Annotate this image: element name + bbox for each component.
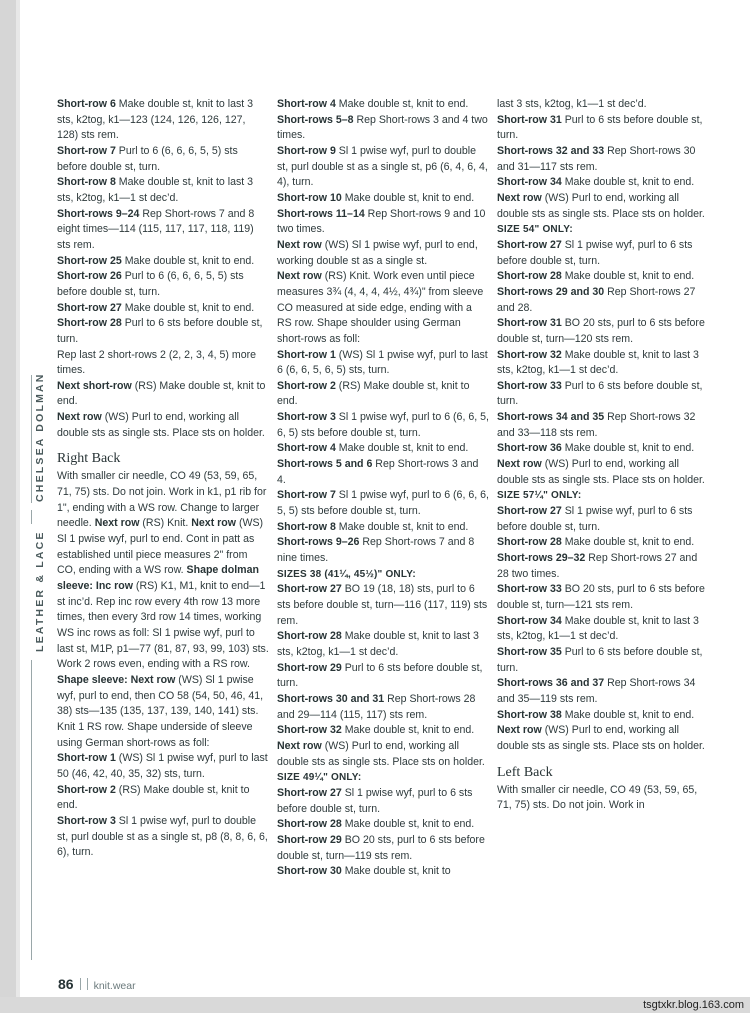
instruction-label: Next row [57, 411, 102, 424]
instruction-paragraph [277, 410, 489, 441]
instruction-text: (WS) Sl 1 pwise wyf, purl to end, working double st as a single st. [277, 238, 478, 267]
instruction-paragraph [497, 97, 711, 113]
instruction-paragraph [497, 191, 711, 222]
instruction-paragraph [277, 864, 489, 880]
instruction-paragraph [497, 551, 711, 582]
instruction-text: (RS) Knit. Work even until piece measures 3¾ (4, 4, 4, 4½, 4¾)" from sleeve CO measured at side edge, ending with a RS row. Shape shoulder using German short-rows as foll: [277, 270, 484, 345]
instruction-label: Short-row 8 [277, 520, 336, 533]
instruction-paragraph [57, 316, 269, 347]
text-column-3 [497, 97, 711, 814]
instruction-label: Short-row 4 [277, 442, 336, 455]
instruction-label: Next row [497, 724, 542, 737]
instruction-paragraph [497, 316, 711, 347]
instruction-label: Short-row 28 [57, 317, 122, 330]
instruction-label: Short-row 27 [57, 301, 122, 314]
instruction-text: (RS) K1, M1, knit to end—1 st inc’d. Rep inc row every 4th row 13 more times, then every 3rd row 14 times, working WS inc rows as foll: Sl 1 pwise wyf, purl to last st, M1P, p1—77 (81, 87, 93, 99, 103) sts. Work 2 rows even, ending with a RS row. [57, 580, 269, 671]
instruction-text: (RS) Knit. [139, 517, 192, 530]
instruction-text: Make double st, knit to last 3 sts, k2tog, k1—1 st dec’d. [497, 348, 699, 377]
size-subheading: SIZES 38 (41¼, 45½)" ONLY: [277, 568, 416, 580]
magazine-name: knit.wear [93, 980, 136, 992]
instruction-text: Rep Short-rows 34 and 35—119 sts rem. [497, 677, 696, 705]
instruction-text: (RS) Make double st, knit to end. [57, 379, 266, 408]
instruction-label: Short-rows 36 and 37 [497, 677, 605, 690]
instruction-label: Next row [497, 191, 542, 204]
instruction-paragraph [497, 144, 711, 175]
instruction-paragraph [497, 708, 711, 724]
instruction-label: Short-row 35 [497, 645, 562, 658]
instruction-text: Rep Short-rows 3 and 4. [277, 458, 479, 486]
instruction-text: Purl to 6 (6, 6, 6, 5, 5) sts before double st, turn. [57, 270, 244, 298]
instruction-label: Short-row 1 [57, 752, 116, 765]
instruction-text: Make double st, knit to [341, 865, 451, 878]
instruction-label: Short-row 34 [497, 614, 562, 627]
instruction-label: Short-rows 29–32 [497, 552, 586, 565]
instruction-text: Rep Short-rows 7 and 8 nine times. [277, 536, 475, 565]
instruction-label: Short-row 10 [277, 191, 342, 204]
instruction-label: Short-row 31 [497, 317, 562, 330]
instruction-text: (RS) Make double st, knit to end. [277, 379, 470, 408]
instruction-text: BO 19 (18, 18) sts, purl to 6 sts before double st, turn—116 (117, 119) sts rem. [277, 583, 488, 627]
instruction-text: Make double st, knit to last 3 sts, k2tog, k1—123 (124, 126, 126, 127, 128) sts rem. [57, 98, 254, 142]
instruction-text: Make double st, knit to end. [561, 176, 695, 189]
section-heading: Left Back [497, 764, 553, 780]
instruction-label: Short-row 7 [57, 144, 116, 157]
instruction-label: Shape sleeve: Next row [57, 673, 176, 686]
instruction-text: Sl 1 pwise wyf, purl to double st, purl double st as a single st, p6 (6, 4, 6, 4, 4), turn. [277, 144, 488, 189]
text-column-1 [57, 97, 269, 861]
instruction-paragraph [277, 191, 489, 207]
instruction-label: Short-row 25 [57, 254, 122, 267]
instruction-paragraph [497, 410, 711, 441]
instruction-paragraph [277, 379, 489, 410]
instruction-text: (WS) Purl to end, working all double sts as single sts. Place sts on holder. [497, 724, 705, 752]
instruction-text: Make double st, knit to end. [561, 536, 695, 549]
instruction-text: (WS) Purl to end, working all double sts as single sts. Place sts on holder. [497, 458, 705, 486]
instruction-label: Next row [277, 238, 322, 251]
instruction-text: (WS) Sl 1 pwise wyf, purl to last 50 (46, 42, 40, 35, 32) sts, turn. [57, 752, 268, 780]
instruction-paragraph [277, 457, 489, 488]
instruction-paragraph [497, 379, 711, 410]
instruction-label: Short-row 36 [497, 442, 562, 455]
instruction-label: Short-row 2 [277, 379, 336, 392]
side-label-section: LEATHER & LACE [34, 530, 46, 652]
instruction-paragraph [277, 661, 489, 692]
instruction-paragraph [277, 723, 489, 739]
instruction-label: Short-row 1 [277, 348, 336, 361]
instruction-paragraph [57, 254, 269, 270]
instruction-label: Short-rows 11–14 [277, 207, 365, 220]
instruction-text: Rep Short-rows 7 and 8 eight times—114 (115, 117, 117, 118, 119) sts rem. [57, 207, 255, 251]
instruction-text: Sl 1 pwise wyf, purl to 6 sts before double st, turn. [277, 786, 473, 815]
instruction-paragraph [497, 614, 711, 645]
instruction-label: Short-row 29 [277, 833, 342, 846]
instruction-paragraph [497, 645, 711, 676]
instruction-label: Short-row 31 [497, 113, 562, 126]
instruction-label: Short-row 3 [277, 411, 336, 424]
instruction-text: Purl to 6 sts before double st, turn. [497, 113, 703, 142]
instruction-paragraph [57, 175, 269, 206]
instruction-text: Make double st, knit to end. [341, 191, 475, 204]
instruction-label: Shape dolman sleeve: Inc row [57, 564, 259, 593]
instruction-label: Short-row 28 [277, 818, 342, 831]
instruction-label: Short-row 7 [277, 489, 336, 502]
instruction-text: Rep Short-rows 30 and 31—117 sts rem. [497, 144, 696, 173]
instruction-paragraph [277, 269, 489, 347]
instruction-text: Make double st, knit to end. [121, 254, 255, 267]
instruction-paragraph [277, 739, 489, 770]
instruction-label: Short-row 9 [277, 144, 336, 157]
instruction-paragraph [277, 692, 489, 723]
instruction-text: Make double st, knit to end. [561, 270, 695, 283]
instruction-text: Make double st, knit to last 3 sts, k2tog, k1—1 st dec’d. [277, 630, 479, 658]
instruction-paragraph [57, 783, 269, 814]
instruction-paragraph [497, 783, 711, 814]
instruction-paragraph [497, 441, 711, 457]
instruction-text: Make double st, knit to end. [121, 301, 255, 314]
instruction-paragraph [57, 814, 269, 861]
instruction-paragraph [497, 676, 711, 707]
footer-separator [80, 978, 88, 990]
section-heading: Right Back [57, 451, 121, 467]
instruction-text: (WS) Purl to end, working all double sts as single sts. Place sts on holder. [497, 191, 705, 220]
instruction-text: Purl to 6 sts before double st, turn. [277, 661, 483, 690]
page-number: 86 [58, 976, 74, 992]
instruction-label: Short-row 38 [497, 708, 562, 721]
side-rule-bottom [31, 660, 32, 960]
instruction-text: Rep Short-rows 3 and 4 two times. [277, 113, 488, 142]
instruction-text: Rep Short-rows 27 and 28. [497, 285, 696, 314]
side-label-design: CHELSEA DOLMAN [34, 372, 46, 502]
instruction-text: (WS) Sl 1 pwise wyf, purl to end. Cont in patt as established until piece measures 2" from CO, ending with a WS row. [57, 517, 264, 577]
instruction-paragraph [277, 629, 489, 660]
instruction-text: Make double st, knit to last 3 sts, k2tog, k1—1 st dec’d. [57, 176, 254, 204]
instruction-text: Sl 1 pwise wyf, purl to 6 sts before double st, turn. [497, 238, 693, 267]
instruction-paragraph [277, 833, 489, 864]
watermark-bar [0, 997, 750, 1013]
instruction-paragraph [497, 269, 711, 285]
instruction-paragraph [277, 113, 489, 144]
instruction-label: Short-row 3 [57, 814, 116, 827]
instruction-paragraph [497, 113, 711, 144]
instruction-paragraph [497, 285, 711, 316]
instruction-text: Sl 1 pwise wyf, purl to double st, purl double st as a single st, p8 (8, 8, 6, 6, 6), turn. [57, 814, 268, 859]
instruction-label: Short-row 4 [277, 98, 336, 110]
instruction-paragraph [277, 144, 489, 191]
instruction-paragraph [277, 238, 489, 269]
instruction-text: Purl to 6 sts before double st, turn. [497, 645, 703, 674]
instruction-text: (WS) Purl to end, working all double sts as single sts. Place sts on holder. [57, 411, 265, 439]
instruction-label: Short-row 33 [497, 379, 562, 392]
page-gutter-shadow [0, 0, 16, 1013]
instruction-label: Short-rows 9–26 [277, 536, 360, 549]
instruction-label: Next row [497, 458, 542, 471]
instruction-paragraph [277, 582, 489, 629]
instruction-paragraph [57, 751, 269, 782]
instruction-paragraph [57, 144, 269, 175]
page-footer [58, 976, 136, 992]
instruction-label: Short-rows 32 and 33 [497, 144, 605, 157]
instruction-label: Next row [277, 739, 322, 752]
size-subheading: SIZE 49¼" ONLY: [277, 772, 362, 784]
instruction-label: Short-row 27 [277, 786, 342, 799]
instruction-text: Rep Short-rows 32 and 33—118 sts rem. [497, 411, 696, 439]
instruction-label: Next row [191, 517, 237, 530]
instruction-paragraph [277, 535, 489, 566]
instruction-label: Short-row 30 [277, 865, 342, 878]
instruction-text: Rep Short-rows 9 and 10 two times. [277, 207, 486, 236]
instruction-paragraph [277, 520, 489, 536]
instruction-label: Short-rows 29 and 30 [497, 285, 605, 298]
instruction-label: Next short-row [57, 379, 132, 392]
instruction-paragraph [277, 348, 489, 379]
instruction-paragraph [497, 348, 711, 379]
instruction-paragraph [57, 469, 269, 751]
instruction-text: (WS) Sl 1 pwise wyf, purl to last 6 (6, 6, 5, 6, 5) sts, turn. [277, 348, 488, 377]
instruction-paragraph [57, 348, 269, 379]
instruction-paragraph [497, 238, 711, 269]
page-gutter-edge [16, 0, 20, 1013]
instruction-label: Short-row 28 [497, 270, 562, 283]
instruction-text: BO 20 sts, purl to 6 sts before double st, turn—120 sts rem. [497, 317, 705, 345]
instruction-text: Rep last 2 short-rows 2 (2, 2, 3, 4, 5) more times. [57, 348, 257, 377]
instruction-text: Make double st, knit to end. [341, 818, 475, 831]
instruction-label: Short-rows 5–8 [277, 113, 354, 126]
instruction-text: Purl to 6 sts before double st, turn. [57, 317, 263, 345]
instruction-paragraph [497, 723, 711, 754]
instruction-paragraph [57, 410, 269, 441]
instruction-label: Short-row 27 [497, 238, 562, 251]
instruction-text: Purl to 6 sts before double st, turn. [497, 379, 703, 408]
instruction-label: Short-row 28 [277, 630, 342, 643]
instruction-text: Make double st, knit to end. [335, 98, 469, 110]
instruction-text: Sl 1 pwise wyf, purl to 6 (6, 6, 6, 5, 5) sts before double st, turn. [277, 489, 489, 518]
instruction-label: Short-row 32 [277, 724, 342, 737]
instruction-paragraph [277, 207, 489, 238]
instruction-paragraph [277, 441, 489, 457]
instruction-text: With smaller cir needle, CO 49 (53, 59, 65, 71, 75) sts. Do not join. Work in k1, p1 rib for 1", ending with a WS row. Change to larger needle. [57, 470, 267, 530]
instruction-label: Short-row 32 [497, 348, 562, 361]
instruction-label: Short-row 27 [277, 583, 342, 596]
instruction-paragraph [57, 301, 269, 317]
size-subheading: SIZE 57¼" ONLY: [497, 490, 582, 502]
instruction-text: Make double st, knit to end. [561, 442, 695, 455]
instruction-label: Short-rows 5 and 6 [277, 458, 373, 471]
instruction-text: (RS) Make double st, knit to end. [57, 783, 250, 812]
instruction-text: Make double st, knit to end. [335, 442, 469, 455]
instruction-text: Rep Short-rows 27 and 28 two times. [497, 552, 698, 580]
instruction-paragraph [57, 207, 269, 254]
instruction-paragraph [497, 535, 711, 551]
instruction-text: Sl 1 pwise wyf, purl to 6 sts before double st, turn. [497, 505, 693, 533]
instruction-label: Short-rows 34 and 35 [497, 411, 605, 424]
instruction-text: Make double st, knit to last 3 sts, k2tog, k1—1 st dec’d. [497, 614, 699, 643]
instruction-label: Short-row 29 [277, 661, 342, 674]
instruction-text: last 3 sts, k2tog, k1—1 st dec’d. [497, 98, 647, 110]
instruction-text: (WS) Purl to end, working all double sts as single sts. Place sts on holder. [277, 739, 485, 768]
instruction-label: Short-row 26 [57, 270, 122, 283]
instruction-label: Short-row 27 [497, 505, 562, 518]
instruction-label: Short-row 28 [497, 536, 562, 549]
instruction-text: With smaller cir needle, CO 49 (53, 59, 65, 71, 75) sts. Do not join. Work in [497, 783, 698, 812]
instruction-label: Short-row 33 [497, 583, 562, 596]
instruction-label: Short-rows 9–24 [57, 207, 140, 220]
instruction-text: (WS) Sl 1 pwise wyf, purl to end, then CO 58 (54, 50, 46, 41, 38) sts—135 (135, 137, 139, 140, 141) sts. Knit 1 RS row. Shape underside of sleeve using German short-rows as foll: [57, 673, 264, 749]
instruction-text: Rep Short-rows 28 and 29—114 (115, 117) sts rem. [277, 692, 476, 721]
instruction-paragraph [277, 97, 489, 113]
text-column-2 [277, 97, 489, 880]
instruction-paragraph [57, 379, 269, 410]
side-rule-middle [31, 510, 32, 524]
instruction-paragraph [277, 786, 489, 817]
instruction-paragraph [497, 582, 711, 613]
instruction-text: BO 20 sts, purl to 6 sts before double st, turn—121 sts rem. [497, 583, 705, 611]
instruction-label: Next row [94, 517, 140, 530]
instruction-text: Make double st, knit to end. [335, 520, 469, 533]
side-rule-top [31, 375, 32, 503]
instruction-text: BO 20 sts, purl to 6 sts before double st, turn—119 sts rem. [277, 833, 485, 862]
instruction-paragraph [497, 175, 711, 191]
instruction-label: Short-row 6 [57, 98, 116, 110]
instruction-paragraph [277, 488, 489, 519]
instruction-paragraph [497, 504, 711, 535]
watermark-text: tsgtxkr.blog.163.com [643, 999, 744, 1011]
instruction-paragraph [497, 457, 711, 488]
instruction-label: Next row [277, 270, 322, 283]
instruction-paragraph [277, 817, 489, 833]
instruction-text: Purl to 6 (6, 6, 6, 5, 5) sts before double st, turn. [57, 144, 238, 173]
instruction-text: Make double st, knit to end. [341, 724, 475, 737]
instruction-paragraph [57, 269, 269, 300]
instruction-paragraph [57, 97, 269, 144]
instruction-text: Sl 1 pwise wyf, purl to 6 (6, 6, 5, 6, 5) sts before double st, turn. [277, 411, 489, 439]
instruction-label: Short-row 2 [57, 783, 116, 796]
instruction-label: Short-row 8 [57, 176, 116, 189]
instruction-label: Short-row 34 [497, 176, 562, 189]
instruction-text: Make double st, knit to end. [561, 708, 695, 721]
instruction-label: Short-rows 30 and 31 [277, 692, 385, 705]
size-subheading: SIZE 54" ONLY: [497, 224, 573, 236]
